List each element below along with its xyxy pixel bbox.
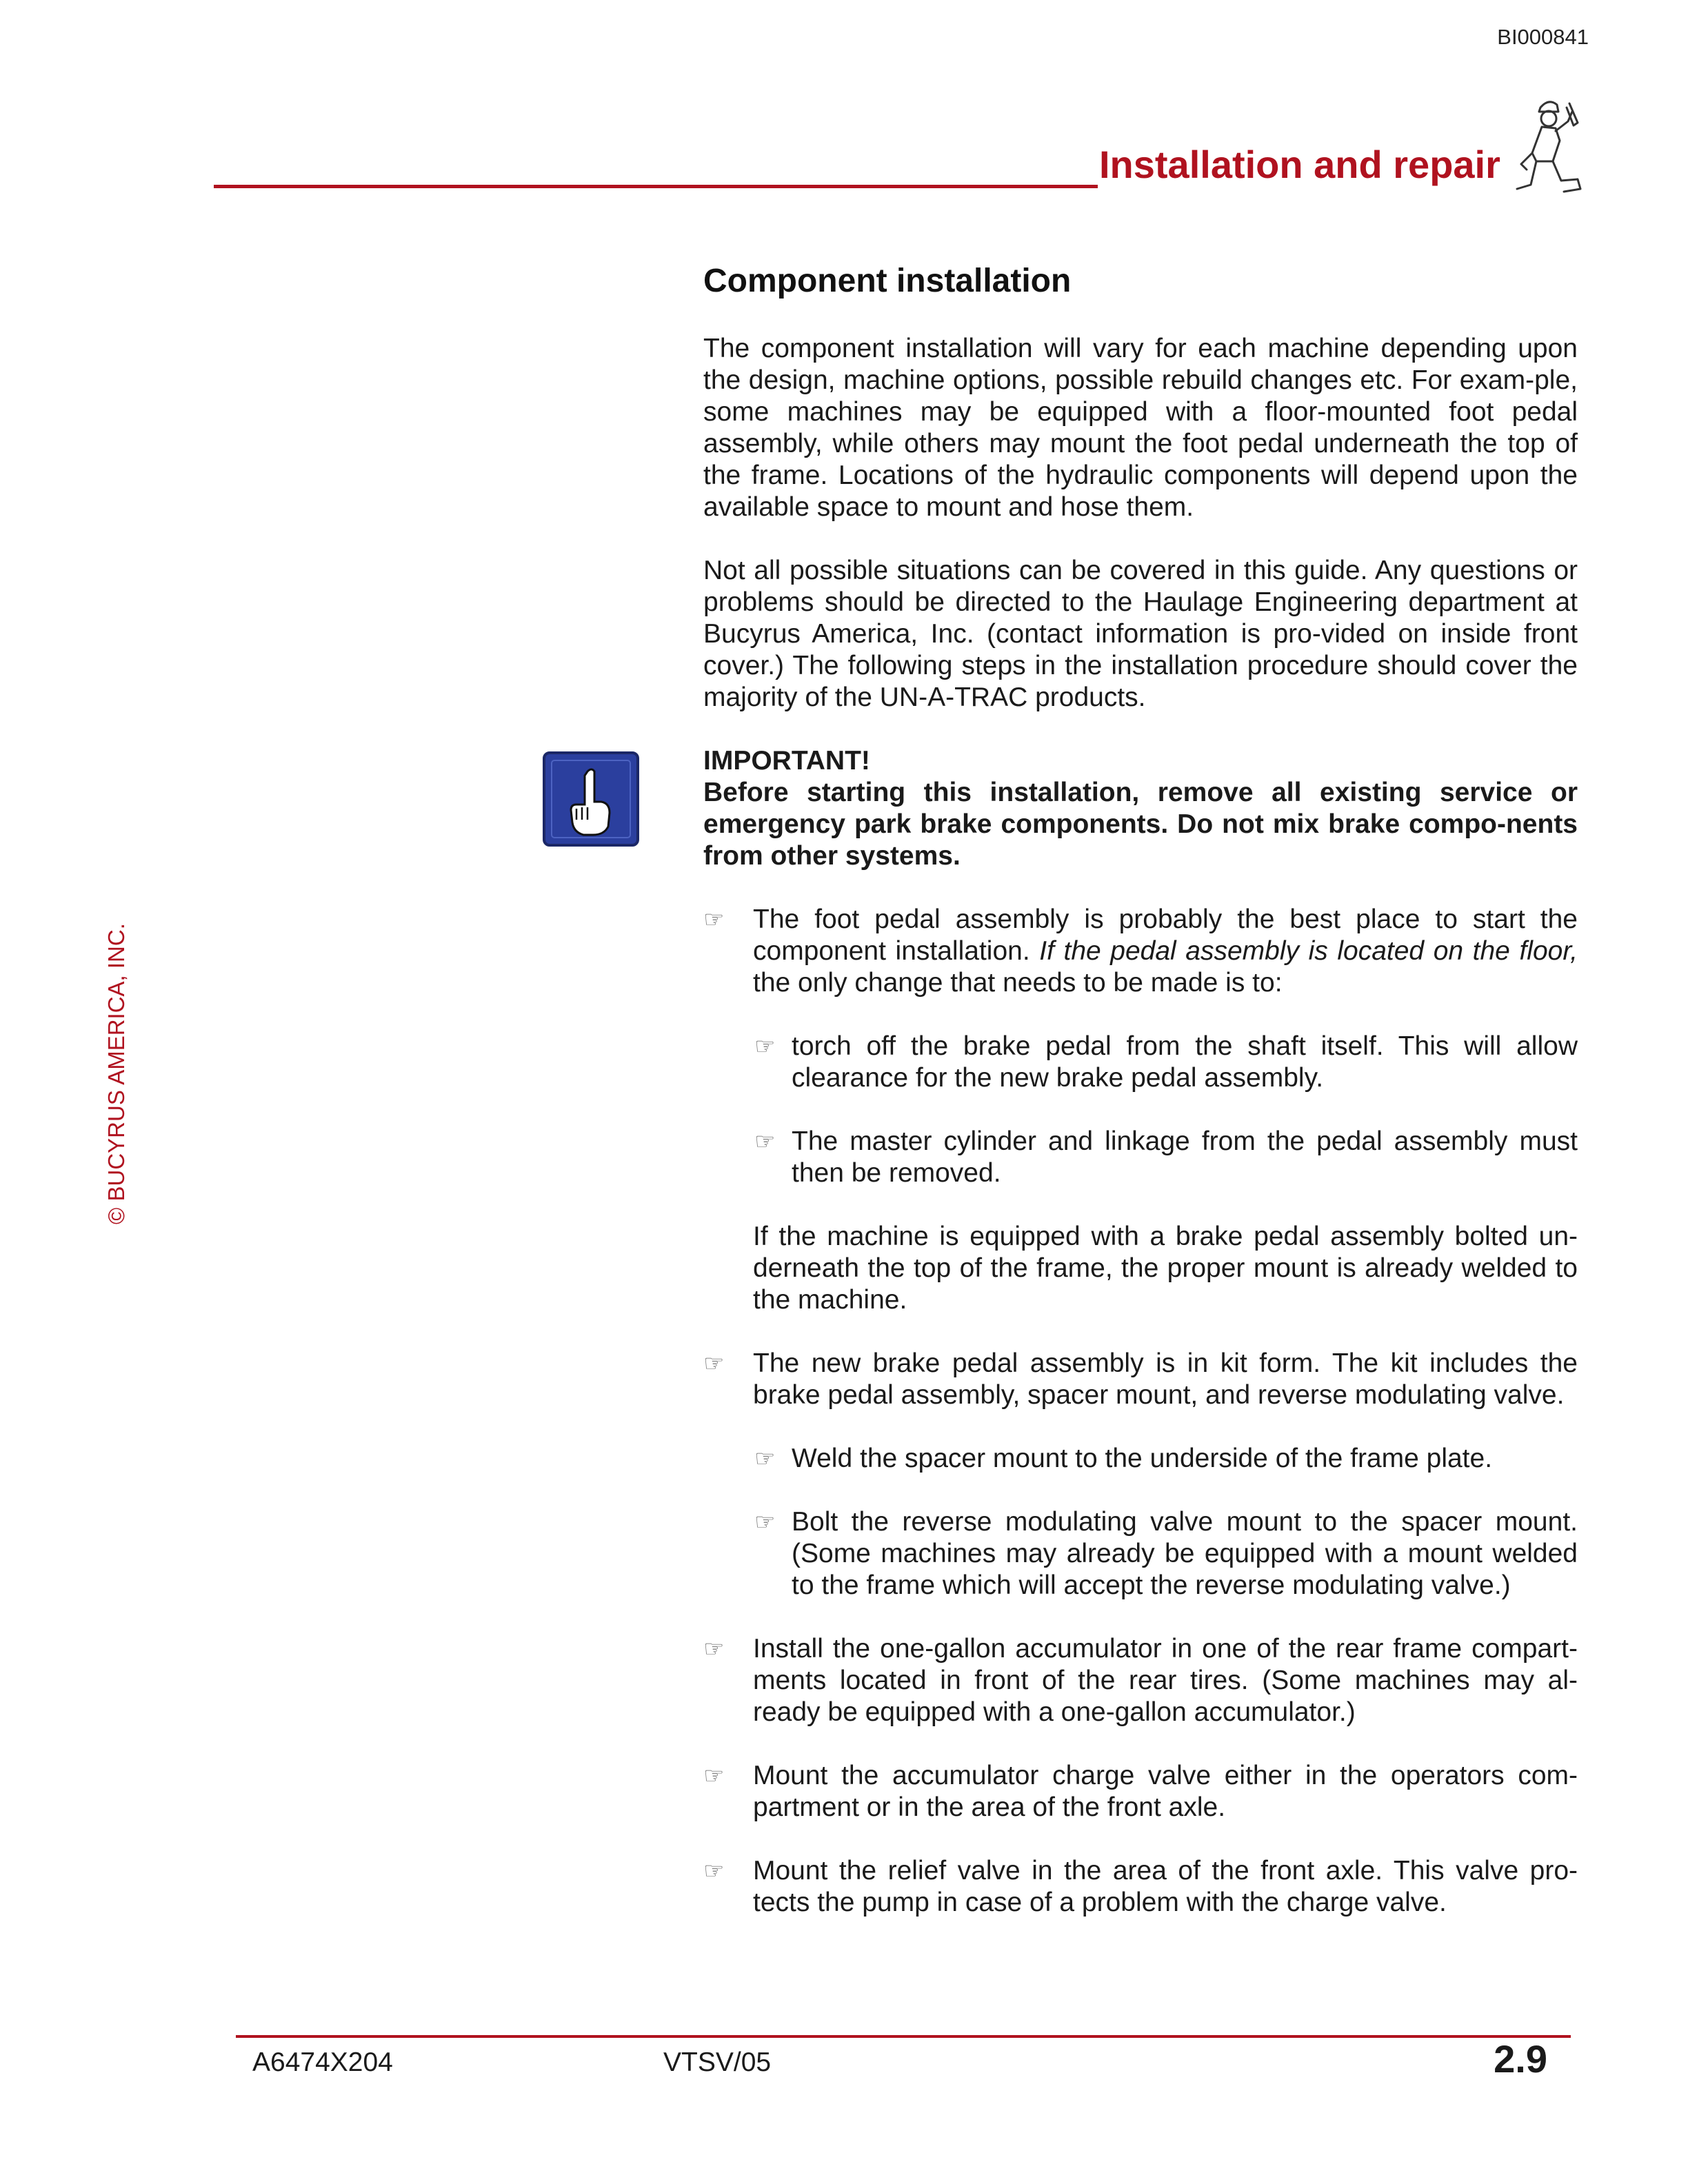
bullet-text: Install the one-gallon accumulator in one of the rear frame compart-ments located in front of the rear tires. (Some machines may al-ready be equipped with a one-gallon accumulator.) [753, 1634, 1578, 1727]
guide-scope-paragraph: Not all possible situations can be covered in this guide. Any questions or problems should be directed to the Haulage Engineering department at Bucyrus America, Inc. (contact information is pro-vided on inside front cover.) The following steps in the installation procedure should cover the majority of the UN-A-TRAC products. [703, 556, 1578, 712]
pointing-hand-bullet-icon: ☞ [754, 1129, 776, 1155]
important-text: Before starting this installation, remove all existing service or emergency park brake components. Do not mix brake compo-nents from other systems. [703, 778, 1578, 871]
main-content [703, 262, 1578, 1950]
bullet-italic-text: If the pedal assembly is located on the floor, [1039, 936, 1578, 966]
pointing-hand-bullet-icon: ☞ [703, 1763, 725, 1789]
copyright-notice: © BUCYRUS AMERICA, INC. [103, 923, 129, 1224]
bullet-text: The new brake pedal assembly is in kit form. The kit includes the brake pedal assembly, spacer mount, and reverse modulating valve. [753, 1348, 1578, 1410]
pointing-hand-bullet-icon: ☞ [703, 1636, 725, 1662]
page-heading: Component installation [703, 263, 1072, 299]
footer-doc-number: A6474X204 [252, 2048, 393, 2077]
pointing-hand-bullet-icon: ☞ [754, 1509, 776, 1535]
list-item [754, 1031, 1578, 1094]
list-item [703, 1760, 1578, 1823]
bullet-text-part: the only change that needs to be made is to: [753, 968, 1283, 998]
pointing-hand-bullet-icon: ☞ [754, 1033, 776, 1060]
pointing-hand-bullet-icon: ☞ [703, 907, 725, 933]
header-rule [214, 185, 1098, 188]
bullet-text-part: The foot pedal assembly is probably the best place to start the component installation. [753, 904, 1578, 966]
pointing-hand-bullet-icon: ☞ [703, 1351, 725, 1377]
section-title: Installation and repair [1099, 143, 1500, 186]
sub-bullet-text: The master cylinder and linkage from the pedal assembly must then be removed. [792, 1126, 1578, 1188]
list-item [754, 1126, 1578, 1189]
footer-revision: VTSV/05 [663, 2048, 772, 2077]
intro-paragraph: The component installation will vary for each machine depending upon the design, machine options, possible rebuild changes etc. For exam-ple, some machines may be equipped with a floor-mounted foot pedal assembly, while others may mount the foot pedal underneath the top of the frame. Locations of the hydraulic components will depend upon the available space to mount and hose them. [703, 334, 1578, 522]
page-number: 2.9 [1494, 2037, 1547, 2081]
pointing-hand-icon [542, 751, 640, 847]
footer-rule [236, 2035, 1571, 2038]
bolted-assembly-paragraph: If the machine is equipped with a brake pedal assembly bolted un-derneath the top of the frame, the proper mount is already welded to the machine. [753, 1222, 1578, 1315]
bullet-text: Mount the relief valve in the area of the front axle. This valve pro-tects the pump in case of a problem with the charge valve. [753, 1856, 1578, 1917]
list-item [754, 1443, 1578, 1475]
list-item [703, 1633, 1578, 1728]
important-notice [703, 745, 1578, 872]
document-id: BI000841 [1497, 25, 1589, 49]
sub-bullet-text: Weld the spacer mount to the underside of the frame plate. [792, 1444, 1493, 1473]
list-item [703, 1855, 1578, 1919]
list-item [703, 1348, 1578, 1411]
bullet-text [753, 904, 1578, 999]
bullet-text: Mount the accumulator charge valve either in the operators com-partment or in the area of the front axle. [753, 1761, 1578, 1822]
pointing-hand-bullet-icon: ☞ [703, 1858, 725, 1884]
list-item [703, 904, 1578, 999]
sub-bullet-text: torch off the brake pedal from the shaft itself. This will allow clearance for the new brake pedal assembly. [792, 1031, 1578, 1093]
pointing-hand-bullet-icon: ☞ [754, 1446, 776, 1472]
list-item [754, 1506, 1578, 1601]
worker-icon [1511, 98, 1586, 201]
sub-bullet-text: Bolt the reverse modulating valve mount to the spacer mount. (Some machines may already be equipped with a mount welded to the frame which will accept the reverse modulating valve.) [792, 1507, 1578, 1600]
important-label: IMPORTANT! [703, 746, 870, 776]
